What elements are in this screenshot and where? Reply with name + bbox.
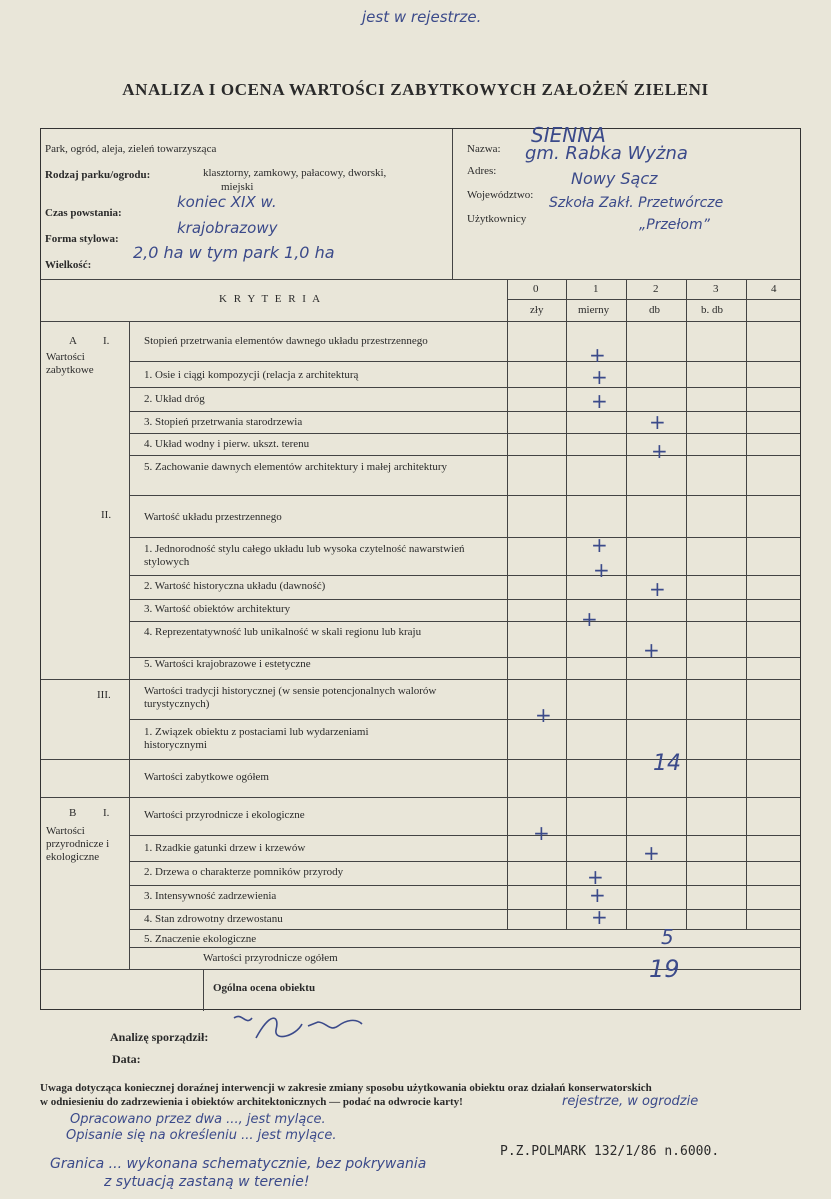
mark-b-1a: + (533, 821, 550, 845)
forma-label: Forma stylowa: (45, 233, 119, 245)
note-line-1: Uwaga dotycząca koniecznej doraźnej interwencji w zakresie zmiany sposobu użytkowania obiektu oraz działań konserwatorskich (40, 1082, 652, 1094)
scale-name-1: mierny (578, 304, 610, 316)
uzyt-value: Szkoła Zakł. Przetwórcze (549, 195, 724, 211)
mark-b-3: + (589, 883, 606, 907)
mark-a3: + (535, 703, 552, 727)
mark-a1-4: + (651, 439, 668, 463)
wielkosc-label: Wielkość: (45, 259, 92, 271)
b-item-1: 1. Rzadkie gatunki drzew i krzewów (144, 842, 306, 854)
nazwa-label: Nazwa: (467, 143, 501, 155)
section-b-name: Wartości przyrodnicze i ekologiczne (46, 825, 110, 863)
section-a2-num: II. (101, 509, 112, 521)
kryteria-label: K R Y T E R I A (219, 293, 323, 305)
mark-a1-2: + (591, 389, 608, 413)
signature (230, 1008, 380, 1048)
overall-label: Ogólna ocena obiektu (213, 982, 316, 994)
mark-b-1b: + (643, 841, 660, 865)
a1-item-4: 4. Układ wodny i pierw. ukszt. terenu (144, 438, 310, 450)
nazwa-value: SIENNA (531, 123, 606, 147)
printer-mark: P.Z.POLMARK 132/1/86 n.6000. (500, 1144, 720, 1159)
rodzaj-options2: miejski (221, 181, 254, 193)
page-title: ANALIZA I OCENA WARTOŚCI ZABYTKOWYCH ZAŁOŻEŃ ZIELENI (122, 80, 709, 99)
a3-item-1: 1. Związek obiektu z postaciami lub wydarzeniami historycznymi (144, 726, 369, 751)
form-frame (40, 123, 801, 1010)
scale-num-1: 1 (593, 283, 599, 295)
a2-item-1: 1. Jednorodność stylu całego układu lub wysoka czytelność nawarstwień stylowych (144, 543, 465, 568)
scale-num-0: 0 (533, 283, 539, 295)
section-b-num: I. (103, 807, 110, 819)
a-total-value: 14 (653, 751, 681, 776)
mark-a2-1b: + (593, 558, 610, 582)
a1-title: Stopień przetrwania elementów dawnego układu przestrzennego (144, 335, 428, 347)
mark-b-2: + (587, 865, 604, 889)
a2-item-5: 5. Wartości krajobrazowe i estetyczne (144, 658, 311, 670)
scale-name-0: zły (530, 304, 544, 316)
scale-name-3: b. db (701, 304, 723, 316)
mark-b-4: + (591, 905, 608, 929)
a1-item-1: 1. Osie i ciągi kompozycji (relacja z architekturą (144, 369, 359, 381)
forma-value: krajobrazowy (177, 219, 278, 237)
scale-name-2: db (649, 304, 660, 316)
overall-value: 19 (649, 955, 680, 983)
scale-num-3: 3 (713, 283, 719, 295)
a1-item-3: 3. Stopień przetrwania starodrzewia (144, 416, 303, 428)
a1-item-5: 5. Zachowanie dawnych elementów architektury i małej architektury (144, 461, 447, 473)
a3-title: Wartości tradycji historycznej (w sensie potencjonalnych walorów turystycznych) (144, 685, 437, 710)
data-label: Data: (112, 1052, 141, 1066)
section-a3-num: III. (97, 689, 111, 701)
note-line-2: w odniesieniu do zadrzewienia i obiektów architektonicznych — podać na odwrocie karty! (40, 1096, 463, 1108)
adres-label: Adres: (467, 165, 497, 177)
analize-label: Analizę sporządził: (110, 1030, 209, 1044)
hand-note-3: Opisanie się na określeniu ... jest mylące. (66, 1128, 337, 1143)
hand-note-2: Opracowano przez dwa ..., jest mylące. (70, 1112, 326, 1127)
hand-note-4: Granica ... wykonana schematycznie, bez pokrywania (50, 1156, 427, 1172)
mark-a2-4: + (581, 607, 598, 631)
mark-a1-3: + (649, 410, 666, 434)
adres-value: gm. Rabka Wyżna (525, 143, 688, 164)
mark-a1-header: + (589, 343, 606, 367)
mark-a1-1: + (591, 365, 608, 389)
rodzaj-options: klasztorny, zamkowy, pałacowy, dworski, (203, 167, 387, 179)
hand-note-1: rejestrze, w ogrodzie (562, 1094, 699, 1109)
b-item-4: 4. Stan zdrowotny drzewostanu (144, 913, 283, 925)
section-a-num: I. (103, 335, 110, 347)
b-title: Wartości przyrodnicze i ekologiczne (144, 809, 305, 821)
mark-a2-5: + (643, 638, 660, 662)
b-items-value: 5 (661, 925, 674, 949)
b-item-3: 3. Intensywność zadrzewienia (144, 890, 277, 902)
a2-item-4: 4. Reprezentatywność lub unikalność w skali regionu lub kraju (144, 626, 422, 638)
woj-label: Województwo: (467, 189, 534, 201)
a2-item-3: 3. Wartość obiektów architektury (144, 603, 291, 615)
section-b-letter: B (69, 807, 77, 819)
mark-a2-2: + (649, 577, 666, 601)
woj-value: Nowy Sącz (571, 169, 658, 188)
b-total-label: Wartości przyrodnicze ogółem (203, 952, 338, 964)
uzyt-label: Użytkownicy (467, 213, 527, 225)
wielkosc-value: 2,0 ha w tym park 1,0 ha (133, 243, 335, 262)
section-a-name: Wartości zabytkowe (46, 351, 94, 376)
a1-item-2: 2. Układ dróg (144, 393, 205, 405)
a2-item-2: 2. Wartość historyczna układu (dawność) (144, 580, 326, 592)
czas-value: koniec XIX w. (177, 193, 277, 211)
czas-label: Czas powstania: (45, 207, 122, 219)
rodzaj-label: Rodzaj parku/ogrodu: (45, 169, 151, 181)
a2-title: Wartość układu przestrzennego (144, 511, 282, 523)
hand-note-5: z sytuacją zastaną w terenie! (104, 1174, 310, 1190)
scale-num-2: 2 (653, 283, 659, 295)
park-label: Park, ogród, aleja, zieleń towarzysząca (45, 143, 217, 155)
section-a-letter: A (69, 335, 77, 347)
top-note: jest w rejestrze. (362, 8, 482, 26)
uzyt-value2: „Przełom” (639, 217, 710, 233)
b-item-2: 2. Drzewa o charakterze pomników przyrody (144, 866, 344, 878)
mark-a2-1a: + (591, 533, 608, 557)
b-item-5: 5. Znaczenie ekologiczne (144, 933, 257, 945)
a-total-label: Wartości zabytkowe ogółem (144, 771, 269, 783)
scale-num-4: 4 (771, 283, 777, 295)
